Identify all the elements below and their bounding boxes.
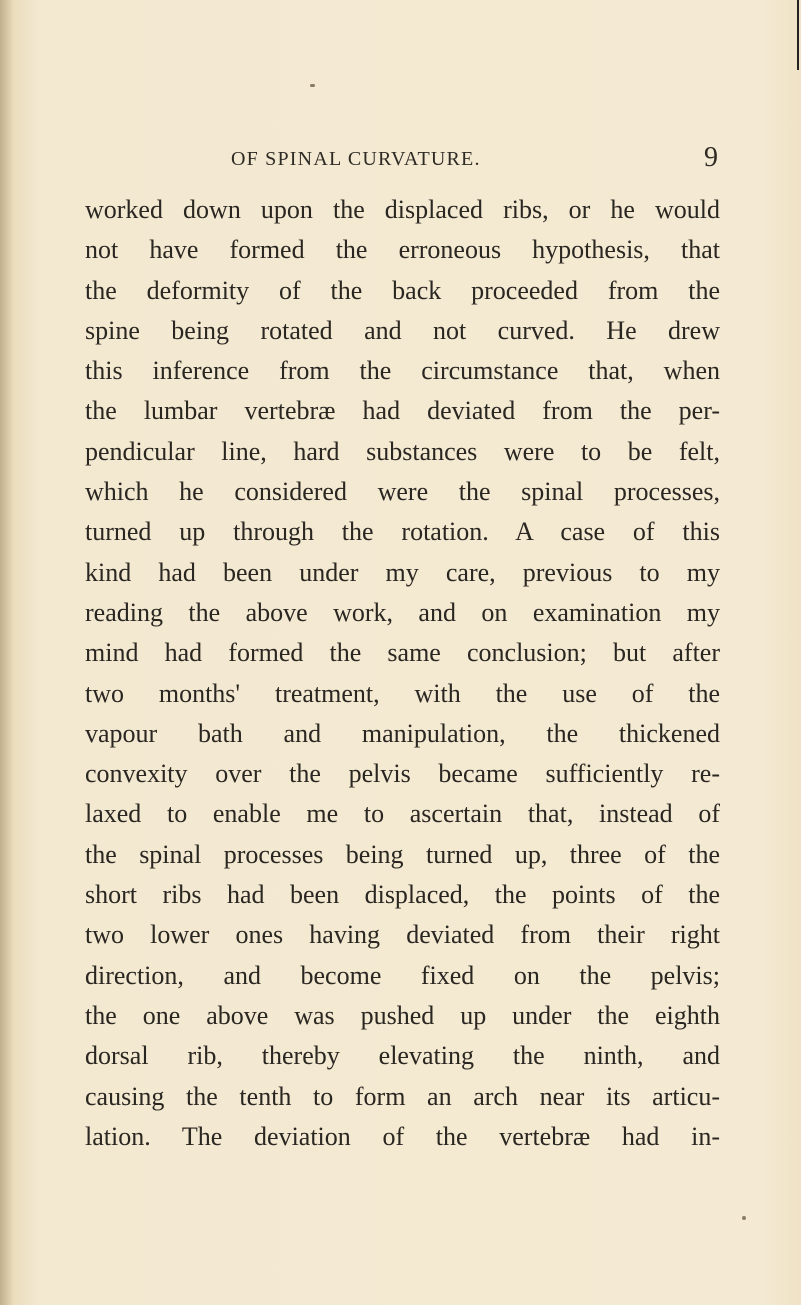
text-line: short ribs had been displaced, the points of the — [85, 880, 720, 910]
text-line: kind had been under my care, previous to my — [85, 557, 720, 587]
body-text — [85, 190, 720, 1157]
text-line: lation. The deviation of the vertebræ had in- — [85, 1121, 720, 1151]
text-line: the lumbar vertebræ had deviated from the per- — [85, 396, 720, 426]
gutter-shadow — [0, 0, 14, 1305]
page-number: 9 — [704, 142, 718, 173]
page-edge-mark — [797, 0, 799, 70]
text-line: worked down upon the displaced ribs, or he would — [85, 195, 720, 224]
text-line: which he considered were the spinal processes, — [85, 477, 720, 507]
ink-dot — [742, 1216, 746, 1220]
text-line: two lower ones having deviated from their right — [85, 920, 720, 950]
ink-speck — [310, 84, 315, 87]
text-line: convexity over the pelvis became sufficiently re- — [85, 759, 720, 789]
text-line: dorsal rib, thereby elevating the ninth, and — [85, 1041, 720, 1071]
text-line: vapour bath and manipulation, the thickened — [85, 718, 720, 748]
text-line: pendicular line, hard substances were to be felt, — [85, 436, 720, 466]
text-line: direction, and become fixed on the pelvis; — [85, 960, 720, 990]
text-line: the spinal processes being turned up, three of the — [85, 839, 720, 869]
running-title: OF SPINAL CURVATURE. — [231, 148, 481, 170]
text-line: the deformity of the back proceeded from the — [85, 275, 720, 305]
text-line: laxed to enable me to ascertain that, instead of — [85, 799, 720, 829]
text-line: turned up through the rotation. A case of this — [85, 517, 720, 547]
text-line: not have formed the erroneous hypothesis, that — [85, 235, 720, 265]
text-line: this inference from the circumstance that, when — [85, 356, 720, 386]
text-line: causing the tenth to form an arch near its articu- — [85, 1081, 720, 1111]
text-line: spine being rotated and not curved. He drew — [85, 315, 720, 345]
page-header — [85, 142, 720, 182]
text-line: two months' treatment, with the use of the — [85, 678, 720, 708]
text-line: mind had formed the same conclusion; but after — [85, 638, 720, 668]
text-line: reading the above work, and on examination my — [85, 597, 720, 627]
text-line: the one above was pushed up under the eighth — [85, 1000, 720, 1030]
